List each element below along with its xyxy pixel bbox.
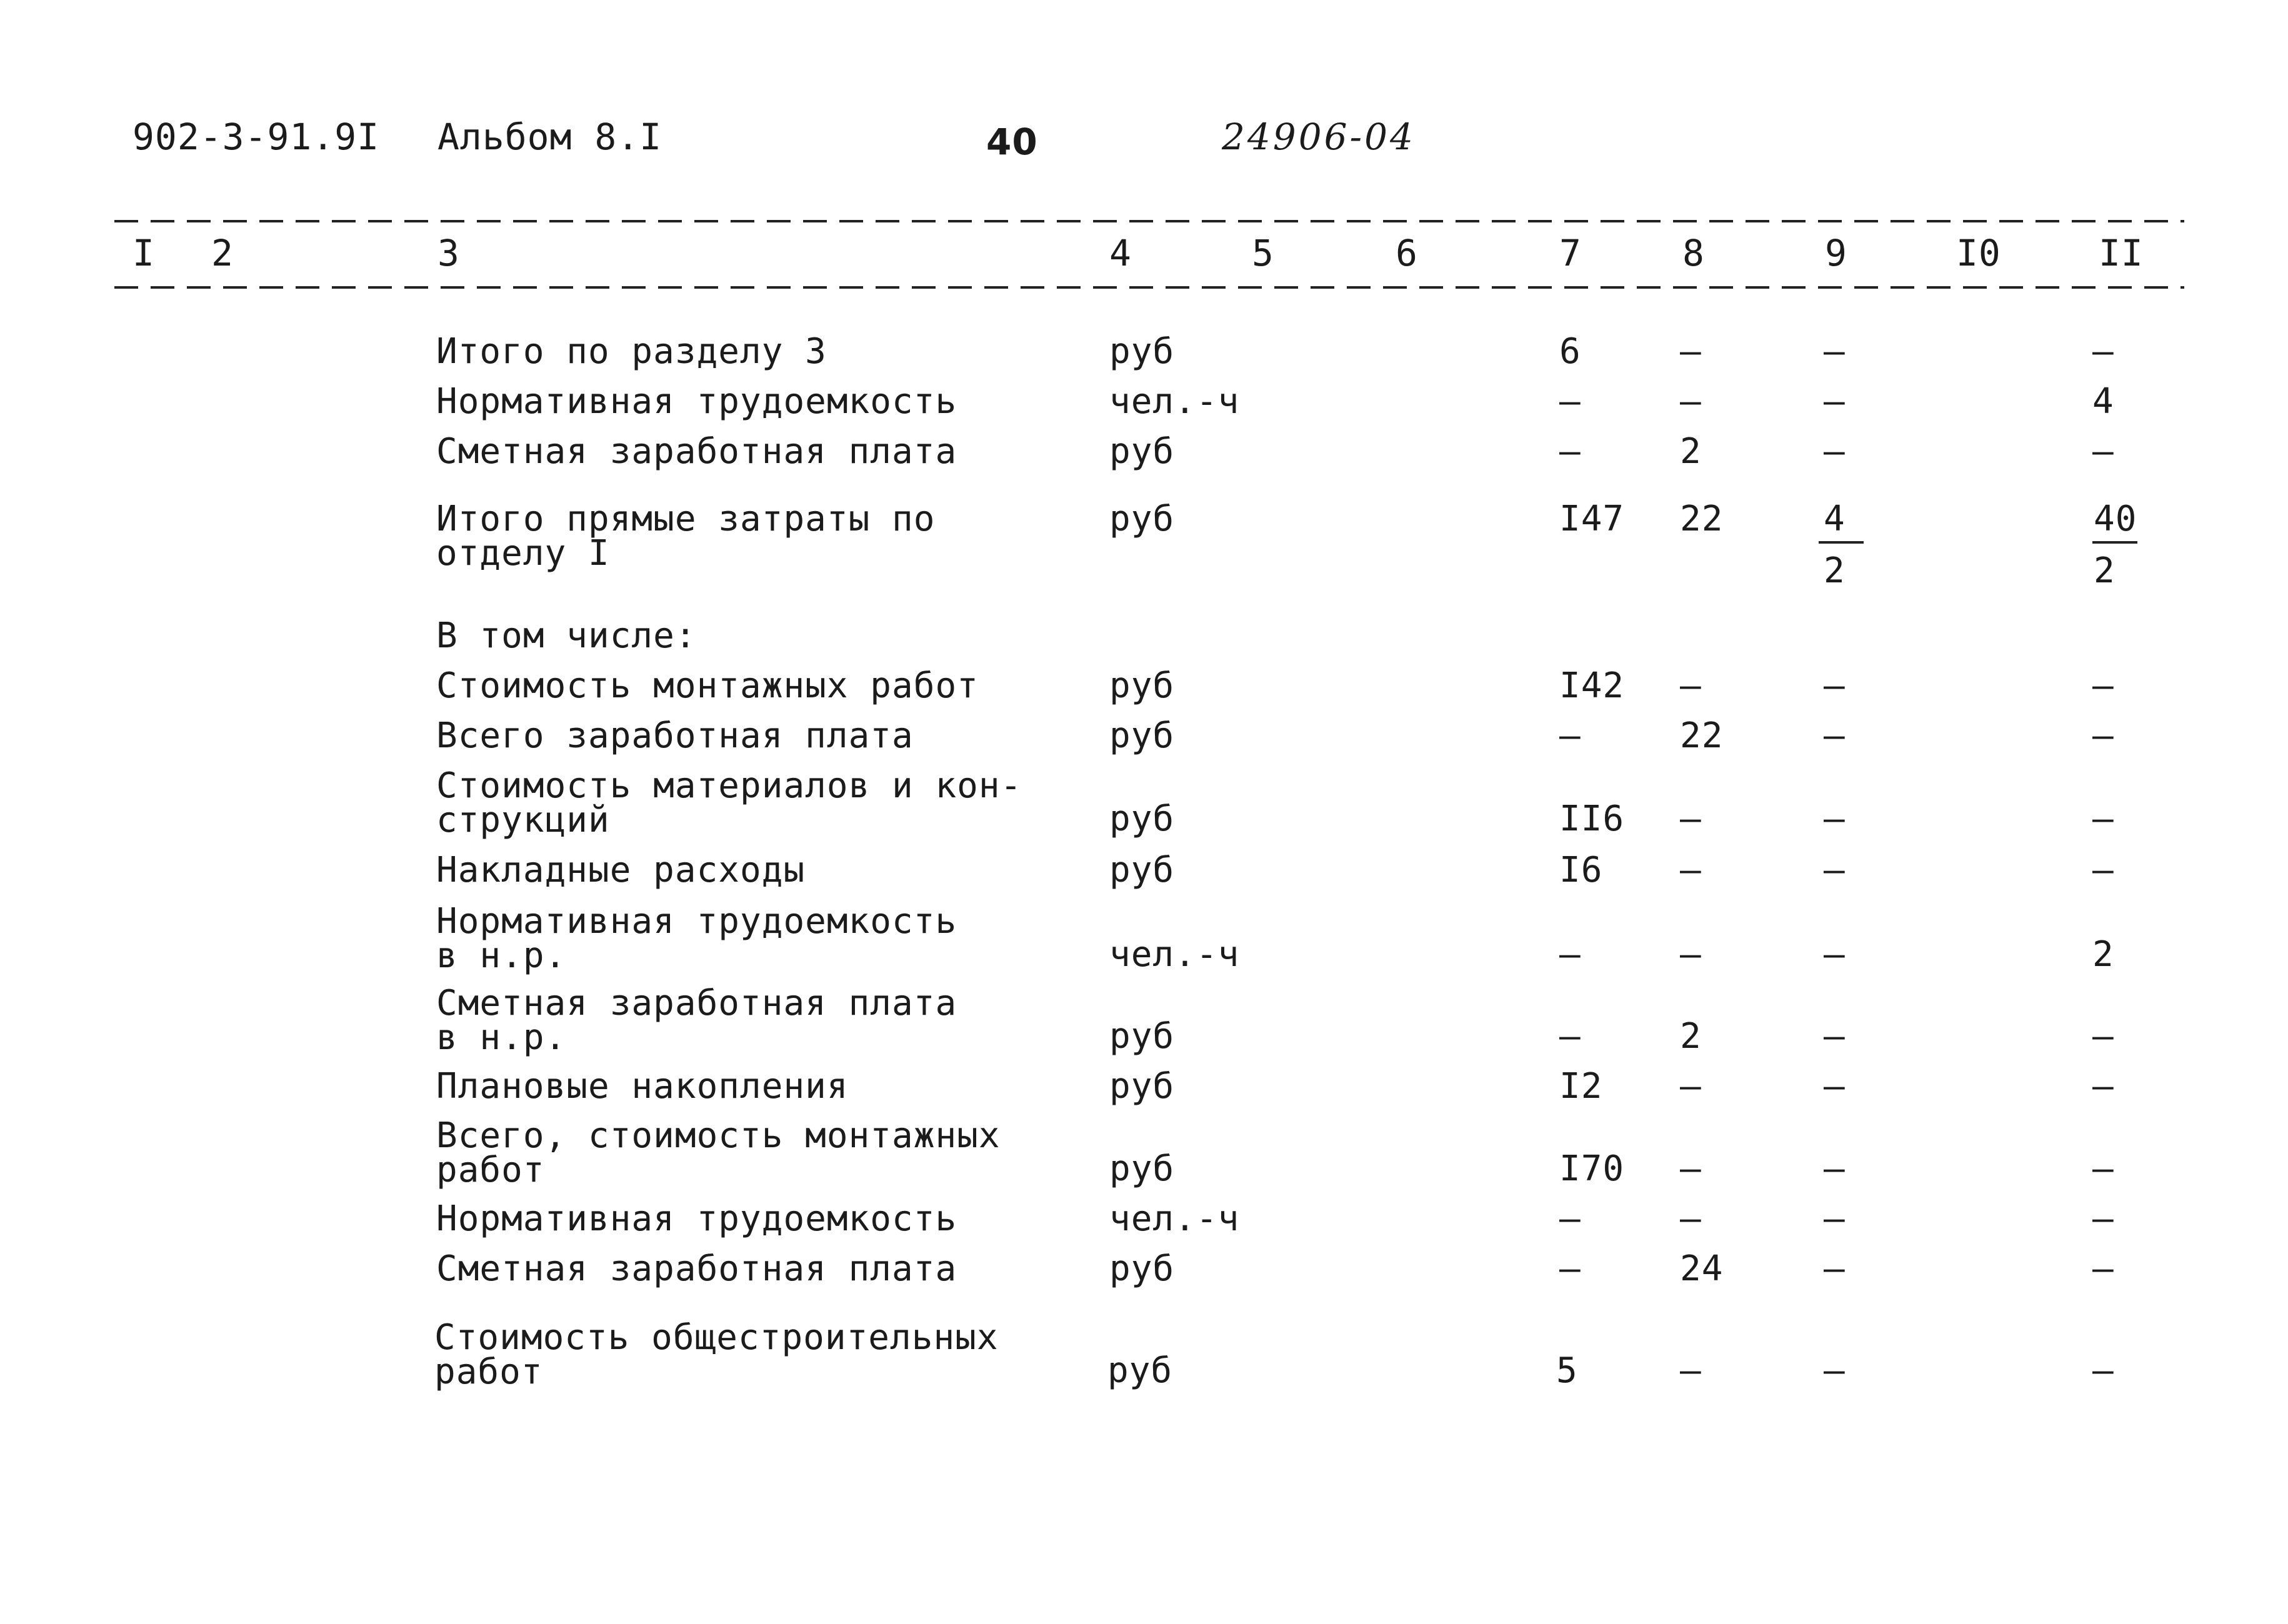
header-rule-top bbox=[114, 220, 2184, 222]
cell-col11: – bbox=[2092, 1198, 2114, 1239]
cell-col8: – bbox=[1680, 331, 1702, 372]
cell-col11: – bbox=[2092, 1248, 2114, 1289]
cell-col11: – bbox=[2092, 715, 2114, 756]
cell-col8: 22 bbox=[1680, 715, 1724, 756]
cell-col11-denominator: 2 bbox=[2094, 550, 2116, 591]
row-unit: руб bbox=[1109, 665, 1175, 706]
row-unit: чел.-ч bbox=[1109, 934, 1240, 975]
cell-col9: – bbox=[1824, 1148, 1846, 1189]
column-number: 8 bbox=[1682, 232, 1705, 274]
column-number: I0 bbox=[1956, 232, 2001, 274]
row-unit: руб bbox=[1109, 331, 1175, 372]
row-unit: руб bbox=[1109, 799, 1175, 839]
fraction-bar bbox=[2092, 541, 2137, 544]
cell-col7: 6 bbox=[1559, 331, 1581, 372]
section-subheading: В том числе: bbox=[436, 615, 697, 656]
cell-col8: – bbox=[1680, 665, 1702, 706]
cell-col9-denominator: 2 bbox=[1824, 550, 1846, 591]
row-label: Итого по разделу 3 bbox=[436, 331, 827, 372]
row-unit: руб bbox=[1109, 1016, 1175, 1057]
cell-col7: I70 bbox=[1559, 1148, 1625, 1189]
cell-col7: – bbox=[1559, 1248, 1581, 1289]
column-number: 5 bbox=[1252, 232, 1274, 274]
cell-col11: – bbox=[2092, 665, 2114, 706]
row-unit: руб bbox=[1109, 1148, 1175, 1189]
row-label: Сметная заработная плата bbox=[436, 1248, 957, 1289]
cell-col8: – bbox=[1680, 850, 1702, 890]
album-label: Альбом 8.I bbox=[437, 116, 662, 158]
row-label-continued: в н.р. bbox=[436, 935, 567, 976]
cell-col9-numerator: 4 bbox=[1824, 499, 1846, 539]
row-label-continued: в н.р. bbox=[436, 1017, 567, 1058]
column-number: 6 bbox=[1396, 232, 1418, 274]
cell-col8: – bbox=[1680, 1148, 1702, 1189]
row-label-continued: работ bbox=[434, 1352, 543, 1392]
cell-col8: – bbox=[1680, 1198, 1702, 1239]
document-code: 902-3-91.9I bbox=[132, 116, 380, 158]
cell-col11: – bbox=[2092, 1148, 2114, 1189]
cell-col11: – bbox=[2092, 331, 2114, 372]
row-unit: руб bbox=[1109, 1248, 1175, 1289]
cell-col8: – bbox=[1680, 1350, 1702, 1391]
cell-col8: 2 bbox=[1680, 431, 1702, 472]
row-label: Плановые накопления bbox=[436, 1066, 849, 1107]
cell-col9: – bbox=[1824, 934, 1846, 975]
cell-col8: – bbox=[1680, 1066, 1702, 1107]
cell-col7: – bbox=[1559, 431, 1581, 472]
cell-col11: – bbox=[2092, 799, 2114, 839]
cell-col7: II6 bbox=[1559, 799, 1625, 839]
row-label: Нормативная трудоемкость bbox=[436, 1198, 957, 1239]
row-label: Итого прямые затраты по bbox=[436, 499, 936, 539]
column-number: II bbox=[2099, 232, 2144, 274]
cell-col7: I2 bbox=[1559, 1066, 1603, 1107]
cell-col9: – bbox=[1824, 665, 1846, 706]
row-label: Стоимость материалов и кон- bbox=[436, 765, 1022, 806]
row-label: Сметная заработная плата bbox=[436, 983, 957, 1024]
cell-col9: – bbox=[1824, 715, 1846, 756]
cell-col8: 22 bbox=[1680, 499, 1724, 539]
row-unit: чел.-ч bbox=[1109, 381, 1240, 422]
cell-col8: – bbox=[1680, 934, 1702, 975]
row-label: Всего заработная плата bbox=[436, 715, 914, 756]
cell-col7: – bbox=[1559, 1198, 1581, 1239]
row-label: Всего, стоимость монтажных bbox=[436, 1115, 1001, 1156]
row-unit: руб bbox=[1109, 431, 1175, 472]
row-label: Сметная заработная плата bbox=[436, 431, 957, 472]
row-unit: руб bbox=[1109, 1066, 1175, 1107]
row-label-continued: работ bbox=[436, 1150, 545, 1190]
cell-col8: 2 bbox=[1680, 1016, 1702, 1057]
cell-col9: – bbox=[1824, 1198, 1846, 1239]
column-number: 3 bbox=[437, 232, 460, 274]
cell-col11-numerator: 40 bbox=[2094, 499, 2137, 539]
cell-col9: – bbox=[1824, 850, 1846, 890]
cell-col7: – bbox=[1559, 715, 1581, 756]
cell-col11: – bbox=[2092, 1350, 2114, 1391]
row-unit: чел.-ч bbox=[1109, 1198, 1240, 1239]
column-number: 4 bbox=[1109, 232, 1132, 274]
row-label-continued: отделу I bbox=[436, 533, 610, 574]
cell-col11: – bbox=[2092, 1016, 2114, 1057]
cell-col9: – bbox=[1824, 1350, 1846, 1391]
cell-col9: – bbox=[1824, 431, 1846, 472]
row-label: Нормативная трудоемкость bbox=[436, 901, 957, 942]
page-number: 40 bbox=[986, 121, 1038, 163]
fraction-bar bbox=[1819, 541, 1864, 544]
cell-col11: – bbox=[2092, 431, 2114, 472]
cell-col9: – bbox=[1824, 1016, 1846, 1057]
row-unit: руб bbox=[1109, 715, 1175, 756]
cell-col11: 2 bbox=[2092, 934, 2114, 975]
column-number: 9 bbox=[1825, 232, 1847, 274]
cell-col11: – bbox=[2092, 850, 2114, 890]
cell-col7: 5 bbox=[1556, 1350, 1578, 1391]
row-unit: руб bbox=[1109, 499, 1175, 539]
cell-col9: – bbox=[1824, 331, 1846, 372]
cell-col8: – bbox=[1680, 381, 1702, 422]
cell-col7: – bbox=[1559, 381, 1581, 422]
cell-col9: – bbox=[1824, 381, 1846, 422]
cell-col9: – bbox=[1824, 799, 1846, 839]
cell-col7: I42 bbox=[1559, 665, 1625, 706]
cell-col11: 4 bbox=[2092, 381, 2114, 422]
cell-col8: – bbox=[1680, 799, 1702, 839]
cell-col9: – bbox=[1824, 1066, 1846, 1107]
cell-col8: 24 bbox=[1680, 1248, 1724, 1289]
cell-col7: – bbox=[1559, 1016, 1581, 1057]
cell-col7: I47 bbox=[1559, 499, 1625, 539]
column-number: 7 bbox=[1559, 232, 1582, 274]
cell-col11: – bbox=[2092, 1066, 2114, 1107]
header-rule-bottom bbox=[114, 286, 2184, 289]
row-unit: руб bbox=[1107, 1350, 1173, 1391]
row-label: Стоимость монтажных работ bbox=[436, 665, 979, 706]
cell-col9: – bbox=[1824, 1248, 1846, 1289]
row-unit: руб bbox=[1109, 850, 1175, 890]
row-label: Накладные расходы bbox=[436, 850, 806, 890]
row-label-continued: струкций bbox=[436, 800, 610, 840]
cell-col7: I6 bbox=[1559, 850, 1603, 890]
column-number: I bbox=[132, 232, 155, 274]
row-label: Стоимость общестроительных bbox=[434, 1317, 999, 1358]
column-number: 2 bbox=[211, 232, 234, 274]
cell-col7: – bbox=[1559, 934, 1581, 975]
handwritten-code: 24906-04 bbox=[1222, 116, 1416, 158]
row-label: Нормативная трудоемкость bbox=[436, 381, 957, 422]
